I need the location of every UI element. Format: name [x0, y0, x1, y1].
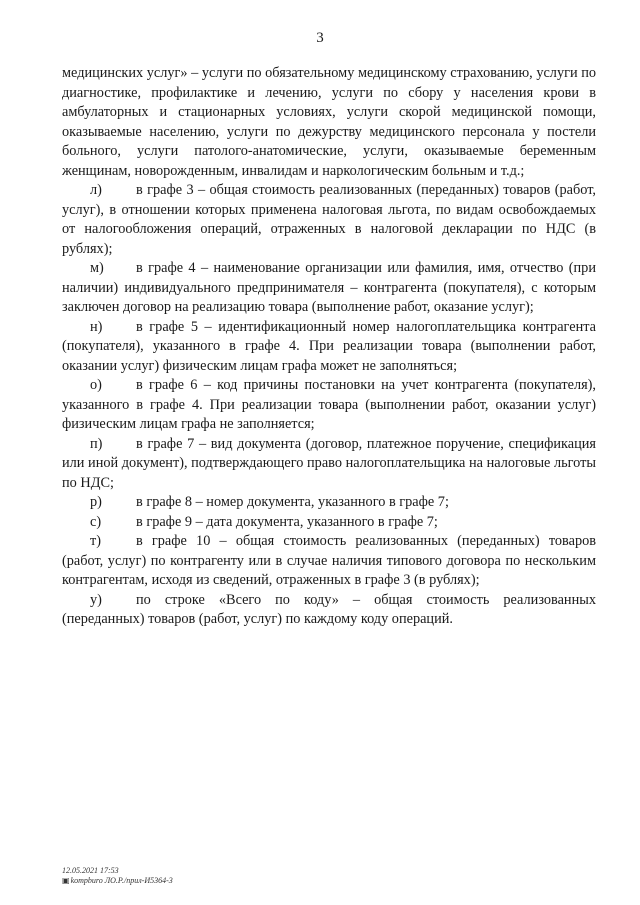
- list-item-n: [62, 318, 596, 377]
- list-item-m: [62, 259, 596, 318]
- item-text: по строке «Всего по коду» – общая стоимость реализованных (переданных) товаров (работ, услуг) по каждому коду операций.: [62, 591, 596, 627]
- document-body: [62, 64, 596, 630]
- item-text: в графе 7 – вид документа (договор, платежное поручение, спецификация или иной документ), подтверждающего право налогоплательщика на налоговые льготы по НДС;: [62, 435, 596, 491]
- footer-timestamp: 12.05.2021 17:53: [62, 866, 119, 875]
- item-marker: п): [90, 435, 103, 452]
- item-marker: н): [90, 318, 103, 335]
- list-item-t: [62, 532, 596, 591]
- list-item-o: [62, 376, 596, 435]
- list-item-s: [62, 513, 596, 533]
- list-item-u: [62, 591, 596, 630]
- page-number: 3: [316, 30, 324, 46]
- item-text: в графе 10 – общая стоимость реализованных (переданных) товаров (работ, услуг) по контрагенту или в случае наличия типового договора по нескольким контрагентам, исходя из сведений, отраженных в графе 3 (в рублях);: [62, 533, 596, 588]
- item-marker: о): [90, 377, 102, 393]
- item-text: в графе 8 – номер документа, указанного в графе 7;: [136, 494, 449, 510]
- item-marker: л): [90, 182, 102, 198]
- list-item-r: [62, 493, 596, 513]
- item-text: в графе 4 – наименование организации или фамилия, имя, отчество (при наличии) индивидуального предпринимателя – контрагента (покупателя), с которым заключен договор на реализацию товара (выполнение работ, оказание услуг);: [62, 260, 596, 315]
- item-text: в графе 6 – код причины постановки на учет контрагента (покупателя), указанного в графе 4. При реализации товара (выполнении работ, оказании услуг) физическим лицам графа не заполняется;: [62, 377, 596, 432]
- item-text: в графе 3 – общая стоимость реализованных (переданных) товаров (работ, услуг), в отношении которых применена налоговая льгота, по видам освобождаемых от налогообложения операций, отраженных в налоговой декларации по НДС (в рублях);: [62, 182, 596, 257]
- item-marker: у): [90, 591, 102, 608]
- item-text: в графе 9 – дата документа, указанного в графе 7;: [136, 513, 438, 530]
- list-item-p: [62, 435, 596, 494]
- footer-stamp: [62, 866, 173, 886]
- document-icon: ▣: [62, 876, 70, 885]
- footer-reference: kompburo ЛО.Р./прил-И5364-3: [70, 876, 173, 885]
- intro-paragraph: медицинских услуг» – услуги по обязательному медицинскому страхованию, услуги по диагностике, профилактике и лечению, услуги по сбору у населения крови в амбулаторных и стационарных условиях, услуги скорой медицинской помощи, оказываемые населению, услуги по дежурству медицинского персонала у постели больного, услуги патолого-анатомические, услуги, оказываемые беременным женщинам, новорожденным, инвалидам и наркологическим больным и т.д.;: [62, 65, 596, 179]
- item-text: в графе 5 – идентификационный номер налогоплательщика контрагента (покупателя), указанного в графе 4. При реализации товара (выполнении работ, оказании услуг) физическим лицам графа может не заполняться;: [62, 318, 596, 374]
- list-item-l: [62, 181, 596, 259]
- item-marker: р): [90, 494, 102, 510]
- footer-reference-line: [62, 876, 173, 886]
- item-marker: м): [90, 260, 104, 276]
- item-marker: с): [90, 513, 102, 530]
- item-marker: т): [90, 533, 102, 549]
